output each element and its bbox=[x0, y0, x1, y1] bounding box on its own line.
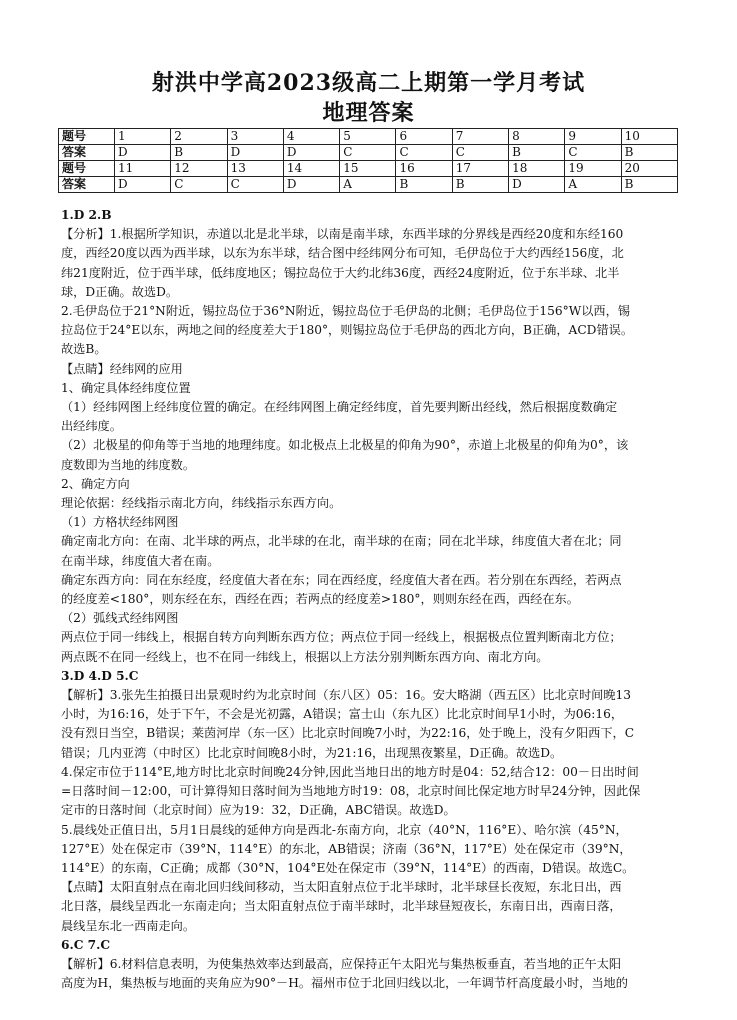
explanation-line: （1）经纬网图上经纬度位置的确定。在经纬网图上确定经纬度，首先要判断出经线，然后根据度数确定 bbox=[61, 400, 618, 415]
answer-cell: C bbox=[452, 145, 508, 161]
question-number: 3 bbox=[227, 129, 283, 145]
question-number: 6 bbox=[396, 129, 452, 145]
explanation-line: 【解析】3.张先生拍摄日出景观时约为北京时间（东八区）05：16。安大略湖（西五区）比北京时间晚13 bbox=[61, 688, 632, 703]
answer-cell: D bbox=[115, 145, 171, 161]
question-number: 16 bbox=[396, 161, 452, 177]
explanation-line: 确定东西方向：同在东经度，经度值大者在东；同在西经度，经度值大者在西。若分别在东西经，若两点 bbox=[61, 572, 622, 587]
explanation-line: 【分析】1.根据所学知识，赤道以北是北半球，以南是南半球，东西半球的分界线是西经20度和东经160 bbox=[61, 227, 624, 242]
answer-cell: B bbox=[396, 177, 452, 193]
answer-cell: C bbox=[340, 145, 396, 161]
answer-cell: A bbox=[340, 177, 396, 193]
explanation-line: 【点睛】太阳直射点在南北回归线间移动，当太阳直射点位于北半球时，北半球昼长夜短，东北日出，西 bbox=[61, 880, 622, 895]
answer-cell: B bbox=[509, 145, 565, 161]
question-label: 题号 bbox=[59, 161, 115, 177]
explanation-line: 两点既不在同一经线上，也不在同一纬线上，根据以上方法分别判断东西方向、南北方向。 bbox=[61, 649, 549, 664]
answer-cell: D bbox=[227, 145, 283, 161]
answer-key-line: 1.D 2.B bbox=[61, 208, 112, 222]
explanation-line: 定市的日落时间（北京时间）应为19：32，D正确，ABC错误。故选D。 bbox=[61, 803, 456, 818]
explanation-line: （2）弧线式经纬网图 bbox=[61, 611, 179, 626]
question-number: 13 bbox=[227, 161, 283, 177]
explanation-line: 2.毛伊岛位于21°N附近，锡拉岛位于36°N附近，锡拉岛位于毛伊岛的北侧；毛伊岛位于156°W以西，锡 bbox=[61, 304, 630, 319]
question-number: 4 bbox=[283, 129, 339, 145]
question-number: 12 bbox=[171, 161, 227, 177]
answer-row bbox=[59, 177, 678, 193]
answer-cell: C bbox=[227, 177, 283, 193]
answer-cell: D bbox=[283, 145, 339, 161]
answer-key-line: 3.D 4.D 5.C bbox=[61, 668, 139, 683]
answer-label: 答案 bbox=[59, 145, 115, 161]
explanation-line: 错误；几内亚湾（中时区）比北京时间晚8小时，为21:16，出现黑夜繁星，D正确。故选D。 bbox=[61, 745, 563, 760]
question-number: 18 bbox=[509, 161, 565, 177]
explanation-line: 出经纬度。 bbox=[61, 419, 122, 434]
question-number: 7 bbox=[452, 129, 508, 145]
answer-cell: C bbox=[565, 145, 621, 161]
question-number: 11 bbox=[115, 161, 171, 177]
question-number: 5 bbox=[340, 129, 396, 145]
question-number: 20 bbox=[621, 161, 677, 177]
explanation-line: 度数即为当地的纬度数。 bbox=[61, 457, 196, 472]
explanation-line: 北日落，晨线呈西北一东南走向；当太阳直射点位于南半球时，北半球昼短夜长，东南日出，西南日落， bbox=[61, 899, 622, 914]
explanation-line: =日落时间－12:00，可计算得知日落时间为当地地方时19：08，北京时间比保定地方时早24分钟，因此保 bbox=[61, 784, 641, 799]
answer-cell: A bbox=[565, 177, 621, 193]
explanation-line: 球，D正确。故选D。 bbox=[61, 284, 179, 299]
explanation-line: 拉岛位于24°E以东，两地之间的经度差大于180°，则锡拉岛位于毛伊岛的西北方向，B正确，ACD错误。 bbox=[61, 323, 634, 338]
question-number: 8 bbox=[509, 129, 565, 145]
explanation-line: 127°E）处在保定市（39°N，114°E）的东北，AB错误；济南（36°N，117°E）处在保定市（39°N， bbox=[61, 841, 632, 856]
answer-table bbox=[58, 128, 678, 193]
explanation-line: 114°E）的东南，C正确；成都（30°N，104°E处在保定市（39°N，114°E）的西南，D错误。故选C。 bbox=[61, 860, 635, 875]
answer-cell: C bbox=[171, 177, 227, 193]
question-number: 2 bbox=[171, 129, 227, 145]
question-number: 9 bbox=[565, 129, 621, 145]
explanation-line: 理论依据：经线指示南北方向，纬线指示东西方向。 bbox=[61, 496, 342, 511]
question-number: 17 bbox=[452, 161, 508, 177]
answer-cell: D bbox=[283, 177, 339, 193]
answer-row bbox=[59, 145, 678, 161]
question-number-row bbox=[59, 161, 678, 177]
explanation-line: 没有烈日当空，B错误；莱茵河岸（东一区）比北京时间晚7小时，为22:16，处于晚上，没有夕阳西下，C bbox=[61, 726, 635, 741]
explanation-line: 小时，为16:16，处于下午，不会是光初露，A错误；富士山（东九区）比北京时间早1小时，为06:16， bbox=[61, 707, 624, 722]
explanation-line: 两点位于同一纬线上，根据自转方向判断东西方位；两点位于同一经线上，根据极点位置判断南北方位； bbox=[61, 630, 622, 645]
explanation-line: 【点睛】经纬网的应用 bbox=[61, 361, 183, 376]
explanation-line: 高度为H，集热板与地面的夹角应为90°－H。福州市位于北回归线以北，一年调节杆高度最小时，当地的 bbox=[61, 976, 628, 991]
question-number-row bbox=[59, 129, 678, 145]
explanation-line: 确定南北方向：在南、北半球的两点，北半球的在北，南半球的在南；同在北半球，纬度值大者在北；同 bbox=[61, 534, 622, 549]
answer-cell: C bbox=[396, 145, 452, 161]
answer-cell: D bbox=[509, 177, 565, 193]
answer-cell: D bbox=[115, 177, 171, 193]
explanation-line: 【解析】6.材料信息表明，为使集热效率达到最高，应保持正午太阳光与集热板垂直，若当地的正午太阳 bbox=[61, 956, 622, 971]
answer-explanations bbox=[61, 206, 683, 993]
question-number: 14 bbox=[283, 161, 339, 177]
explanation-line: 在南半球，纬度值大者在南。 bbox=[61, 553, 220, 568]
explanation-line: 的经度差<180°，则东经在东，西经在西；若两点的经度差>180°，则则东经在西，西经在东。 bbox=[61, 592, 579, 607]
explanation-line: （2）北极星的仰角等于当地的地理纬度。如北极点上北极星的仰角为90°，赤道上北极星的仰角为0°，该 bbox=[61, 438, 629, 453]
explanation-line: 晨线呈东北一西南走向。 bbox=[61, 918, 196, 933]
explanation-line: 1、确定具体经纬度位置 bbox=[61, 380, 191, 395]
question-number: 1 bbox=[115, 129, 171, 145]
explanation-line: 4.保定市位于114°E,地方时比北京时间晚24分钟,因此当地日出的地方时是04：52,结合12：00－日出时间 bbox=[61, 764, 639, 779]
explanation-line: 度，西经20度以西为西半球，以东为东半球，结合图中经纬网分布可知，毛伊岛位于大约西经156度，北 bbox=[61, 246, 624, 261]
question-number: 10 bbox=[621, 129, 677, 145]
answer-cell: B bbox=[452, 177, 508, 193]
explanation-line: （1）方格状经纬网图 bbox=[61, 515, 179, 530]
explanation-line: 纬21度附近，位于西半球，低纬度地区；锡拉岛位于大约北纬36度，西经24度附近，位于东半球、北半 bbox=[61, 265, 620, 280]
exam-subtitle: 地理答案 bbox=[322, 100, 415, 126]
question-number: 19 bbox=[565, 161, 621, 177]
answer-cell: B bbox=[171, 145, 227, 161]
exam-title: 射洪中学高2023级高二上期第一学月考试 bbox=[151, 70, 586, 96]
explanation-line: 5.晨线处正值日出，5月1日晨线的延伸方向是西北-东南方向，北京（40°N，116°E）、哈尔滨（45°N， bbox=[61, 822, 628, 837]
answer-cell: B bbox=[621, 145, 677, 161]
answer-cell: B bbox=[621, 177, 677, 193]
explanation-line: 故选B。 bbox=[61, 342, 107, 357]
explanation-line: 2、确定方向 bbox=[61, 476, 130, 491]
question-label: 题号 bbox=[59, 129, 115, 145]
answer-label: 答案 bbox=[59, 177, 115, 193]
answer-key-line: 6.C 7.C bbox=[61, 937, 111, 952]
question-number: 15 bbox=[340, 161, 396, 177]
